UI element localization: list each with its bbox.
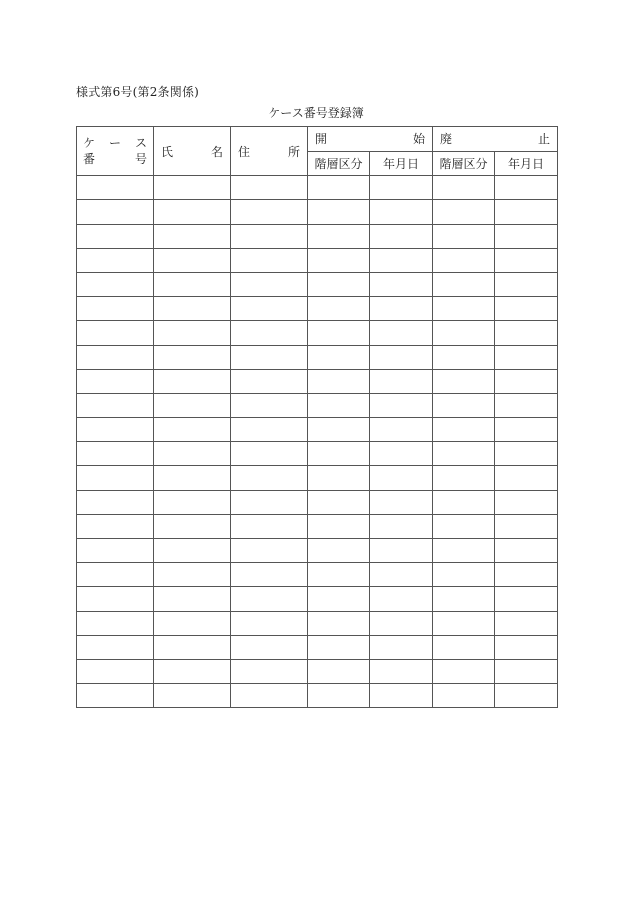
table-cell (495, 490, 558, 514)
case-register-table (76, 126, 558, 708)
header-start (308, 127, 433, 152)
table-cell (433, 659, 495, 683)
header-end-char: 廃 (440, 132, 453, 147)
table-cell (308, 393, 370, 417)
header-start-date: 年月日 (370, 151, 433, 176)
table-cell (77, 514, 154, 538)
table-cell (231, 224, 308, 248)
document-title: ケース番号登録簿 (268, 106, 364, 120)
table-cell (231, 369, 308, 393)
table-cell (308, 369, 370, 393)
table-cell (370, 345, 433, 369)
table-cell (231, 539, 308, 563)
table-cell (231, 345, 308, 369)
table-cell (370, 272, 433, 296)
table-cell (370, 684, 433, 708)
table-cell (495, 272, 558, 296)
table-cell (231, 563, 308, 587)
table-cell (231, 659, 308, 683)
table-row (77, 611, 558, 635)
table-cell (77, 418, 154, 442)
table-row (77, 563, 558, 587)
table-cell (495, 418, 558, 442)
table-cell (495, 684, 558, 708)
table-cell (77, 369, 154, 393)
form-label: 様式第6号(第2条関係) (76, 85, 200, 99)
table-cell (370, 369, 433, 393)
table-row (77, 321, 558, 345)
table-cell (154, 587, 231, 611)
table-cell (495, 635, 558, 659)
table-row (77, 272, 558, 296)
table-cell (77, 684, 154, 708)
table-cell (370, 635, 433, 659)
table-row (77, 466, 558, 490)
table-cell (77, 611, 154, 635)
table-cell (433, 393, 495, 417)
header-start-level: 階層区分 (308, 151, 370, 176)
table-cell (495, 297, 558, 321)
table-cell (495, 248, 558, 272)
table-cell (433, 539, 495, 563)
table-cell (77, 321, 154, 345)
header-case-char: ケ (83, 136, 96, 151)
table-cell (77, 539, 154, 563)
table-cell (433, 442, 495, 466)
header-start-char: 始 (412, 132, 425, 147)
table-cell (77, 176, 154, 200)
table-row (77, 297, 558, 321)
header-end-date: 年月日 (495, 151, 558, 176)
header-case-char: ー (108, 136, 121, 151)
table-cell (231, 611, 308, 635)
header-start-char: 開 (315, 132, 328, 147)
table-cell (308, 466, 370, 490)
table-cell (154, 418, 231, 442)
table-row (77, 369, 558, 393)
table-cell (308, 345, 370, 369)
table-cell (308, 563, 370, 587)
table-cell (154, 248, 231, 272)
table-cell (433, 563, 495, 587)
table-cell (370, 611, 433, 635)
table-cell (154, 539, 231, 563)
table-cell (433, 514, 495, 538)
table-cell (370, 490, 433, 514)
table-cell (154, 200, 231, 224)
table-row (77, 684, 558, 708)
table-cell (231, 514, 308, 538)
table-cell (77, 345, 154, 369)
table-cell (308, 611, 370, 635)
table-cell (433, 466, 495, 490)
table-cell (231, 587, 308, 611)
table-cell (370, 224, 433, 248)
header-end (433, 127, 558, 152)
table-cell (308, 224, 370, 248)
table-cell (308, 321, 370, 345)
table-cell (231, 442, 308, 466)
table-cell (77, 442, 154, 466)
table-row (77, 224, 558, 248)
table-cell (308, 442, 370, 466)
table-cell (308, 490, 370, 514)
table-cell (154, 563, 231, 587)
table-row (77, 587, 558, 611)
table-cell (433, 224, 495, 248)
table-cell (77, 224, 154, 248)
table-cell (154, 224, 231, 248)
table-cell (370, 442, 433, 466)
table-cell (154, 442, 231, 466)
table-cell (77, 297, 154, 321)
table-cell (154, 635, 231, 659)
table-cell (495, 659, 558, 683)
table-cell (77, 272, 154, 296)
header-end-level: 階層区分 (433, 151, 495, 176)
table-cell (231, 684, 308, 708)
table-cell (433, 176, 495, 200)
table-cell (154, 272, 231, 296)
table-cell (433, 587, 495, 611)
table-cell (77, 466, 154, 490)
table-cell (495, 369, 558, 393)
table-cell (308, 176, 370, 200)
table-row (77, 490, 558, 514)
table-cell (370, 563, 433, 587)
table-cell (370, 200, 433, 224)
table-cell (495, 587, 558, 611)
table-row (77, 635, 558, 659)
table-cell (495, 514, 558, 538)
table-cell (154, 393, 231, 417)
table-row (77, 539, 558, 563)
table-cell (433, 200, 495, 224)
table-cell (370, 418, 433, 442)
table-cell (495, 611, 558, 635)
table-cell (308, 539, 370, 563)
table-cell (370, 393, 433, 417)
header-name (154, 127, 231, 176)
header-address-char: 住 (238, 144, 251, 159)
table-cell (154, 684, 231, 708)
table-cell (433, 272, 495, 296)
header-name-char: 名 (210, 144, 223, 159)
table-cell (154, 659, 231, 683)
table-cell (370, 514, 433, 538)
table-cell (433, 321, 495, 345)
table-cell (154, 369, 231, 393)
table-cell (433, 490, 495, 514)
header-name-char: 氏 (161, 144, 174, 159)
table-cell (308, 659, 370, 683)
table-cell (370, 297, 433, 321)
table-cell (495, 200, 558, 224)
table-cell (433, 635, 495, 659)
table-cell (370, 321, 433, 345)
header-case-char: 番 (83, 152, 96, 167)
header-address (231, 127, 308, 176)
table-row (77, 345, 558, 369)
header-case-char: 号 (134, 152, 147, 167)
table-cell (231, 393, 308, 417)
table-cell (433, 345, 495, 369)
table-cell (231, 321, 308, 345)
table-cell (231, 635, 308, 659)
table-cell (495, 393, 558, 417)
header-case-char: ス (134, 136, 147, 151)
table-cell (370, 248, 433, 272)
table-cell (231, 200, 308, 224)
table-cell (308, 514, 370, 538)
table-cell (154, 297, 231, 321)
table-row (77, 418, 558, 442)
table-cell (308, 418, 370, 442)
table-cell (154, 321, 231, 345)
table-cell (308, 297, 370, 321)
table-cell (231, 297, 308, 321)
table-cell (433, 297, 495, 321)
table-cell (77, 587, 154, 611)
table-cell (495, 321, 558, 345)
table-cell (154, 611, 231, 635)
table-row (77, 176, 558, 200)
table-cell (77, 635, 154, 659)
table-cell (308, 272, 370, 296)
table-cell (370, 466, 433, 490)
table-cell (495, 466, 558, 490)
table-cell (370, 659, 433, 683)
table-cell (231, 248, 308, 272)
table-cell (495, 224, 558, 248)
table-cell (77, 393, 154, 417)
table-cell (433, 418, 495, 442)
table-cell (154, 514, 231, 538)
table-cell (308, 248, 370, 272)
table-cell (77, 248, 154, 272)
table-cell (77, 490, 154, 514)
header-case-number (77, 127, 154, 176)
table-cell (154, 490, 231, 514)
header-address-char: 所 (287, 144, 300, 159)
table-cell (154, 466, 231, 490)
table-cell (370, 176, 433, 200)
table-cell (495, 345, 558, 369)
table-row (77, 659, 558, 683)
table-cell (370, 539, 433, 563)
table-cell (77, 659, 154, 683)
table-cell (433, 248, 495, 272)
table-row (77, 248, 558, 272)
table-cell (495, 539, 558, 563)
table-cell (231, 272, 308, 296)
table-cell (308, 587, 370, 611)
table-cell (308, 684, 370, 708)
table-cell (77, 200, 154, 224)
table-cell (231, 176, 308, 200)
table-cell (495, 176, 558, 200)
table-cell (433, 369, 495, 393)
table-cell (433, 611, 495, 635)
table-row (77, 514, 558, 538)
table-cell (231, 490, 308, 514)
table-cell (433, 684, 495, 708)
table-cell (495, 442, 558, 466)
table-cell (370, 587, 433, 611)
table-cell (231, 466, 308, 490)
table-row (77, 442, 558, 466)
header-end-char: 止 (537, 132, 550, 147)
table-cell (308, 635, 370, 659)
table-cell (154, 345, 231, 369)
table-row (77, 393, 558, 417)
table-cell (495, 563, 558, 587)
table-cell (77, 563, 154, 587)
table-cell (231, 418, 308, 442)
table-cell (308, 200, 370, 224)
table-cell (154, 176, 231, 200)
table-row (77, 200, 558, 224)
